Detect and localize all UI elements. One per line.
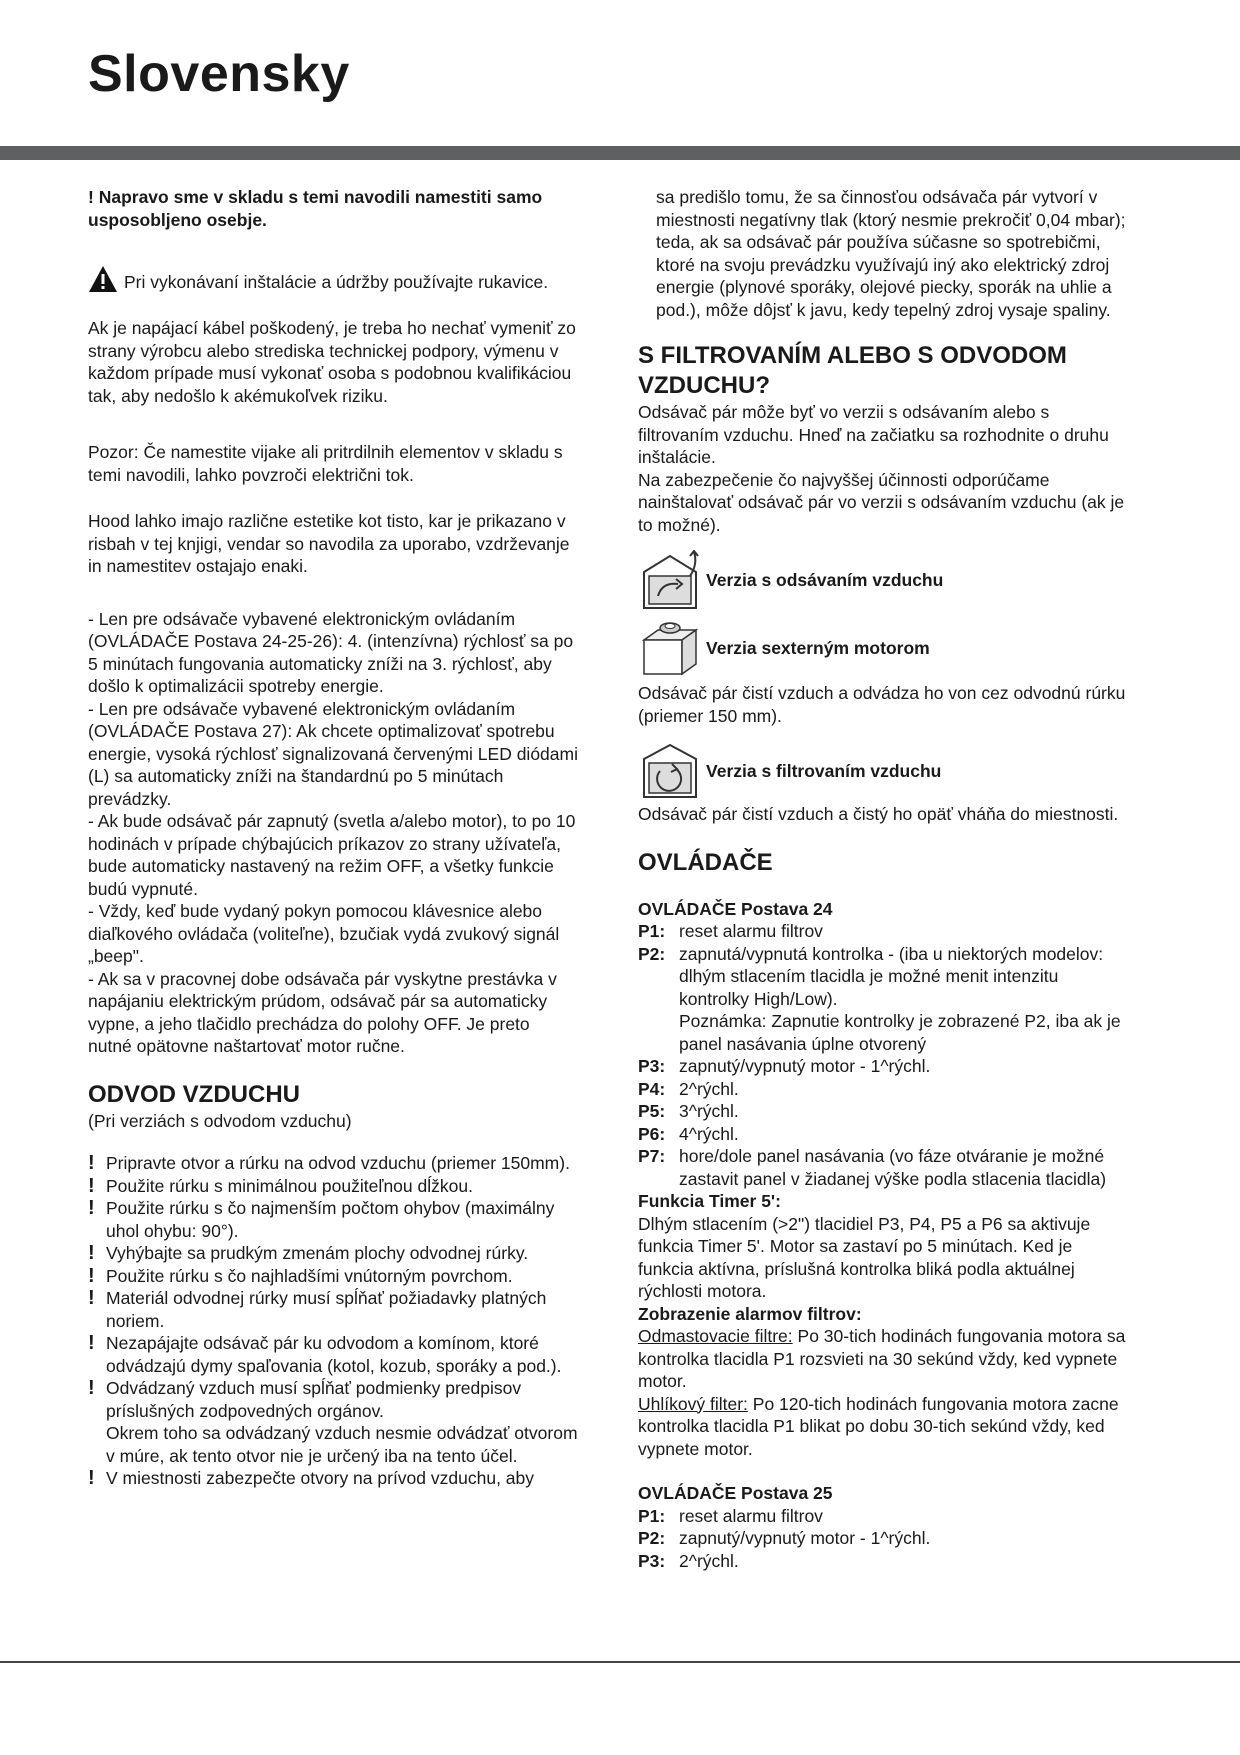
extraction-hood-icon	[638, 550, 702, 610]
list-item: ! Použite rúrku s čo najhladšími vnútorným povrchom.	[88, 1264, 513, 1287]
exclamation-icon: !	[88, 1467, 95, 1489]
continued-paragraph: sa predišlo tomu, že sa činnosťou odsávača pár vytvorí v miestnosti negatívny tlak (ktorý nesmie prekročiť 0,04 mbar); teda, ak sa odsávač pár používa súčasne so spotrebičmi, ktoré na svoju prevádzku využívajú iný ako elektrický zdroj energie (plynové sporáky, olejové piecky, sporák na uhlie a pod.), môže dôjsť k javu, kedy tepelný zdroj vysaje spaliny.	[656, 187, 1126, 320]
version-filter	[638, 741, 1130, 801]
exclamation-icon: !	[88, 1197, 95, 1219]
exclamation-icon: !	[88, 1174, 95, 1197]
exclamation-icon: !	[88, 1242, 95, 1264]
exclamation-icon: !	[88, 1287, 95, 1309]
right-column	[638, 186, 1130, 1572]
list-item: ! V miestnosti zabezpečte otvory na prívod vzduchu, aby	[88, 1467, 535, 1489]
control-row: P5: 3^rýchl.	[638, 1101, 739, 1121]
control-row: P4: 2^rýchl.	[638, 1078, 739, 1099]
notice-paragraph: ! Napravo sme v skladu s temi navodili namestiti samo usposobljeno osebje.	[88, 187, 543, 230]
exclamation-icon: !	[88, 1332, 95, 1354]
filter-hood-icon	[638, 741, 702, 801]
warning-text: Pri vykonávaní inštalácie a údržby používajte rukavice.	[88, 265, 548, 297]
external-motor-icon	[638, 618, 702, 678]
control-row: P3: zapnutý/vypnutý motor - 1^rýchl.	[638, 1056, 931, 1076]
features-list	[88, 608, 578, 1058]
list-item: ! Materiál odvodnej rúrky musí spĺňať požiadavky platných noriem.	[88, 1287, 547, 1331]
alarm-carbon-filter: Uhlíkový filter: Po 120-tich hodinách fungovania motora zacne kontrolka tlacidla P1 blikat po dobu 30-tich sekúnd vždy, ked vypnete motor.	[638, 1393, 1119, 1459]
control-row: P1: reset alarmu filtrov	[638, 921, 823, 941]
odvod-heading: ODVOD VZDUCHU	[88, 1080, 301, 1108]
page-title: Slovensky	[88, 45, 350, 103]
footer-divider	[0, 1661, 1240, 1663]
p24-list	[638, 920, 1130, 1190]
version-external-motor	[638, 618, 1130, 678]
list-item: ! Nezapájajte odsávač pár ku odvodom a komínom, ktoré odvádzajú dymy spaľovania (kotol, kozub, sporáky a pod.).	[88, 1332, 562, 1376]
list-item-continuation: Okrem toho sa odvádzaný vzduch nesmie odvádzať otvorom v múre, ak tento otvor nie je určený iba na tento účel.	[106, 1423, 578, 1466]
p25-title: OVLÁDAČE Postava 25	[638, 1483, 833, 1503]
timer-text: Dlhým stlacením (>2") tlacidiel P3, P4, P5 a P6 sa aktivuje funkcia Timer 5'. Motor sa zastaví po 5 minútach. Ked je funkcia aktívna, príslušná kontrolka bliká podla aktuálnej rýchlosti motora.	[638, 1213, 1091, 1301]
list-item: ! Použite rúrku s minimálnou použiteľnou dĺžkou.	[88, 1174, 473, 1197]
version-extraction-label: Verzia s odsávaním vzduchu	[706, 569, 944, 590]
odvod-subtitle: (Pri verziách s odvodom vzduchu)	[88, 1110, 352, 1131]
control-row: P2: zapnutá/vypnutá kontrolka - (iba u niektorých modelov: dlhým stlacením tlacidla je možné menit intenzitu kontrolky High/Low).	[638, 943, 1104, 1009]
exclamation-icon: !	[88, 1152, 95, 1174]
control-row: P7: hore/dole panel nasávania (vo fáze otváranie je možné zastavit panel v žiadanej výške podla stlacenia tlacidla)	[638, 1146, 1107, 1189]
alarm-title: Zobrazenie alarmov filtrov:	[638, 1303, 862, 1324]
filter-paragraph-1: Odsávač pár môže byť vo verzii s odsávaním alebo s filtrovaním vzduchu. Hneď na začiatku sa rozhodnite o druhu inštalácie.	[638, 402, 1109, 467]
warning-triangle-icon	[88, 265, 118, 293]
hood-paragraph: Hood lahko imajo različne estetike kot tisto, kar je prikazano v risbah v tej knjigi, vendar so navodila za uporabo, vzdrževanje in namestitev ostajajo enaki.	[88, 511, 570, 576]
control-row: Poznámka: Zapnutie kontrolky je zobrazené P2, iba ak je panel nasávania úplne otvorený	[679, 1011, 1121, 1054]
list-item: ! Pripravte otvor a rúrku na odvod vzduchu (priemer 150mm).	[88, 1152, 570, 1174]
version-external-motor-label: Verzia sexterným motorom	[706, 637, 930, 658]
cable-paragraph: Ak je napájací kábel poškodený, je treba ho nechať vymeniť zo strany výrobcu alebo strediska technickej podpory, výmenu v každom prípade musí vykonať osoba s podobnou kvalifikáciou tak, aby nedošlo k akémukoľvek riziku.	[88, 318, 576, 406]
pozor-paragraph: Pozor: Če namestite vijake ali pritrdilnih elementov v skladu s temi navodili, lahko povzroči električni tok.	[88, 442, 563, 485]
header-divider	[0, 146, 1240, 160]
version-external-motor-desc: Odsávač pár čistí vzduch a odvádza ho von cez odvodnú rúrku (priemer 150 mm).	[638, 683, 1126, 726]
p25-list	[638, 1505, 1130, 1573]
alarm-grease-filter: Odmastovacie filtre: Po 30-tich hodinách fungovania motora sa kontrolka tlacidla P1 rozsvieti na 30 sekúnd vždy, ked vypnete motor.	[638, 1326, 1126, 1391]
p24-title: OVLÁDAČE Postava 24	[638, 898, 833, 919]
feature-item: - Len pre odsávače vybavené elektronickým ovládaním (OVLÁDAČE Postava 24-25-26): 4. (intenzívna) rýchlosť sa po 5 minútach fungovania automaticky zníži na 3. rýchlosť, aby došlo k optimalizácii spotreby energie.	[88, 608, 574, 696]
feature-item: - Ak bude odsávač pár zapnutý (svetla a/alebo motor), to po 10 hodinách v prípade chýbajúcich príkazov zo strany užívateľa, bude automaticky nastavený na režim OFF, a všetky funkcie budú vypnuté.	[88, 811, 576, 899]
left-column	[88, 186, 578, 1490]
version-filter-desc: Odsávač pár čistí vzduch a čistý ho opäť vháňa do miestnosti.	[638, 804, 1119, 824]
list-item: ! Odvádzaný vzduch musí spĺňať podmienky predpisov príslušných zodpovedných orgánov.	[88, 1377, 522, 1421]
control-row: P1: reset alarmu filtrov	[638, 1505, 823, 1526]
list-item: ! Vyhýbajte sa prudkým zmenám plochy odvodnej rúrky.	[88, 1242, 529, 1264]
feature-item: - Len pre odsávače vybavené elektronickým ovládaním (OVLÁDAČE Postava 27): Ak chcete optimalizovať spotrebu energie, vysoká rýchlosť signalizovaná červenými LED diódami (L) sa automaticky zníži na štandardnú po 5 minútach prevádzky.	[88, 698, 578, 809]
version-extraction	[638, 550, 1130, 610]
feature-item: - Vždy, keď bude vydaný pokyn pomocou klávesnice alebo diaľkového ovládača (voliteľne), bzučiak vydá zvukový signál „beep".	[88, 901, 560, 966]
feature-item: - Ak sa v pracovnej dobe odsávača pár vyskytne prestávka v napájaniu elektrickým prúdom, odsávač pár sa automaticky vypne, a jeho tlačidlo prechádza do polohy OFF. Je preto nutné opätovne naštartovať motor ručne.	[88, 968, 557, 1056]
warning-block	[88, 265, 578, 297]
version-filter-label: Verzia s filtrovaním vzduchu	[706, 760, 942, 781]
exclamation-icon: !	[88, 1377, 95, 1399]
ovladace-heading: OVLÁDAČE	[638, 848, 773, 876]
timer-title: Funkcia Timer 5':	[638, 1191, 781, 1211]
list-item: ! Použite rúrku s čo najmenším počtom ohybov (maximálny uhol ohybu: 90°).	[88, 1197, 555, 1241]
exclamation-icon: !	[88, 187, 99, 207]
odvod-bullets	[88, 1152, 578, 1490]
filter-paragraph-2: Na zabezpečenie čo najvyššej účinnosti odporúčame nainštalovať odsávač pár vo verzii s odsávaním vzduchu (ak je to možné).	[638, 469, 1125, 535]
exclamation-icon: !	[88, 1264, 95, 1287]
control-row: P6: 4^rýchl.	[638, 1123, 739, 1144]
filter-heading: S FILTROVANÍM ALEBO S ODVODOM VZDUCHU?	[638, 342, 1067, 399]
control-row: P3: 2^rýchl.	[638, 1550, 739, 1571]
control-row: P2: zapnutý/vypnutý motor - 1^rýchl.	[638, 1528, 931, 1548]
